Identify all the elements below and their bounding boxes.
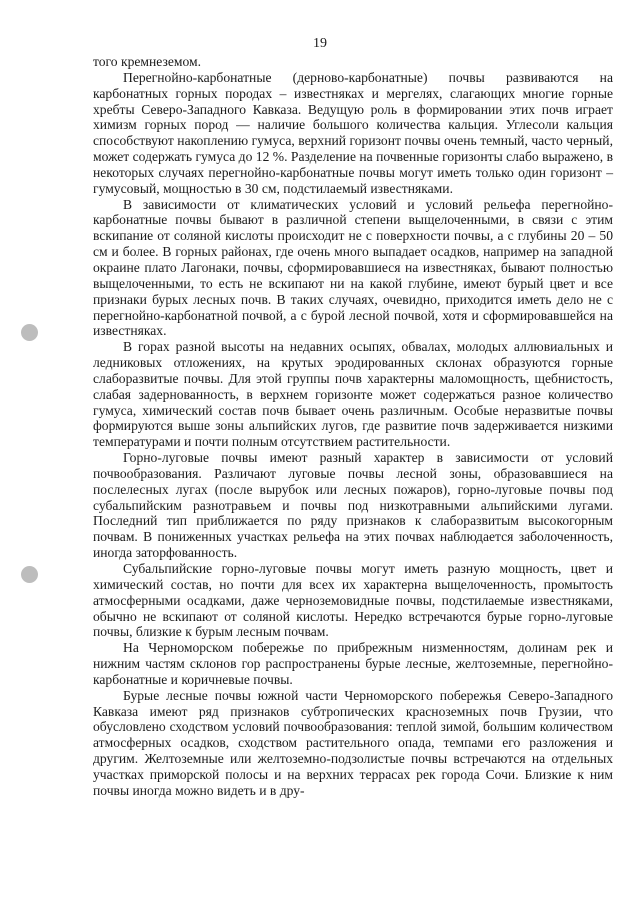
punch-hole bbox=[21, 566, 38, 583]
paragraph: На Черноморском побережье по прибрежным низменностям, долинам рек и нижним частям склонов гор распространены бурые лесные, желтоземные, перегнойно-карбонатные и коричневые почвы. bbox=[93, 640, 613, 687]
page-text bbox=[93, 54, 613, 799]
paragraph: Субальпийские горно-луговые почвы могут иметь разную мощность, цвет и химический состав, но почти для всех их характерна выщелоченность, промытость атмосферными осадками, даже черноземовидные почвы, подстилаемые известняками, обычно не вскипают от соляной кислоты. Нередко встречаются бурые горно-луговые почвы, близкие к бурым лесным почвам. bbox=[93, 561, 613, 640]
paragraph: Перегнойно-карбонатные (дерново-карбонатные) почвы развиваются на карбонатных горных породах – известняках и мергелях, слагающих многие горные хребты Северо-Западного Кавказа. Ведущую роль в формировании этих почв играет химизм горных пород — наличие большого количества кальция. Углесоли кальция способствуют накоплению гумуса, верхний горизонт почвы очень темный, часто черный, может содержать гумуса до 12 %. Разделение на почвенные горизонты слабо выражено, в некоторых случаях перегнойно-карбонатные почвы могут иметь только один горизонт – гумусовый, мощностью в 30 см, подстилаемый известняками. bbox=[93, 69, 613, 196]
paragraph: Бурые лесные почвы южной части Черноморского побережья Северо-Западного Кавказа имеют ряд признаков субтропических красноземных почв Грузии, что обусловлено сходством условий почвообразования: теплой зимой, большим количеством атмосферных осадков, сходством растительного опада, темпами его разложения и другим. Желтоземные или желтоземно-подзолистые почвы встречаются на отдельных участках приморской полосы и на верхних террасах рек города Сочи. Близкие к ним почвы иногда можно видеть и в дру- bbox=[93, 687, 613, 798]
paragraph: В горах разной высоты на недавних осыпях, обвалах, молодых аллювиальных и ледниковых отложениях, на крутых эродированных склонах образуются горные слаборазвитые почвы. Для этой группы почв характерны маломощность, щебнистость, слабая задернованность, в верхнем горизонте может содержаться разное количество гумуса, химический состав почв бывает очень различным. Особые неразвитые почвы формируются выше зоны альпийских лугов, где развитие почв задерживается низкими температурами и почти полным отсутствием растительности. bbox=[93, 339, 613, 450]
paragraph: Горно-луговые почвы имеют разный характер в зависимости от условий почвообразования. Различают луговые почвы лесной зоны, образовавшиеся на послелесных лугах (после вырубок или лесных пожаров), горно-луговые почвы под субальпийским разнотравьем и почвы под низкотравными альпийскими лугами. Последний тип приближается по ряду признаков к слаборазвитым высокогорным почвам. В пониженных участках рельефа на этих почвах наблюдается заболоченность, иногда заторфованность. bbox=[93, 450, 613, 561]
punch-hole bbox=[21, 324, 38, 341]
page-number: 19 bbox=[313, 36, 327, 51]
paragraph-continuation: того кремнеземом. bbox=[93, 54, 202, 69]
paragraph: В зависимости от климатических условий и условий рельефа перегнойно-карбонатные почвы бывают в различной степени выщелоченными, в связи с этим вскипание от соляной кислоты происходит не с поверхности почвы, а с глубины 20 – 50 см и более. В горных районах, где очень много выпадает осадков, например на западной окраине плато Лагонаки, почвы, сформировавшиеся на известняках, бывают полностью выщелоченными, то есть не вскипают ни на какой глубине, имеют бурый цвет и все признаки бурых лесных почв. В таких случаях, очевидно, приходится иметь дело не с перегнойно-карбонатной почвой, а с бурой лесной почвой, хотя и сформировавшейся на известняках. bbox=[93, 196, 613, 339]
